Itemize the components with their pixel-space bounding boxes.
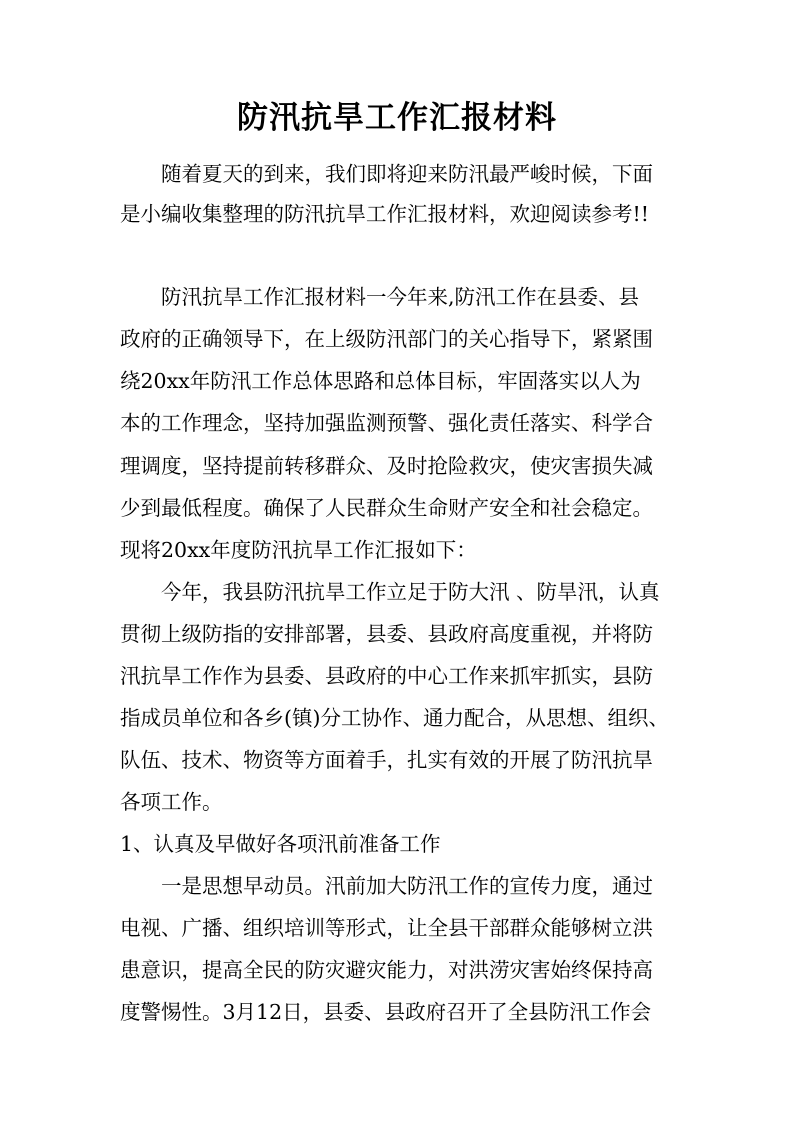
paragraph-line: 今年，我县防汛抗旱工作立足于防大汛 、防旱汛，认真	[120, 580, 660, 604]
paragraph-line: 理调度，坚持提前转移群众、及时抢险救灾，使灾害损失减	[120, 454, 653, 478]
paragraph-line: 电视、广播、组织培训等形式，让全县干部群众能够树立洪	[120, 916, 653, 940]
paragraph-line: 防汛抗旱工作汇报材料一今年来,防汛工作在县委、县	[120, 285, 640, 309]
paragraph-line: 现将20xx年度防汛抗旱工作汇报如下：	[120, 538, 477, 562]
paragraph-line: 政府的正确领导下，在上级防汛部门的关心指导下，紧紧围	[120, 327, 653, 351]
section-heading: 1、认真及早做好各项汛前准备工作	[120, 832, 441, 856]
paragraph-line: 指成员单位和各乡(镇)分工协作、通力配合，从思想、组织、	[120, 706, 669, 730]
document-title: 防汛抗旱工作汇报材料	[237, 100, 557, 136]
paragraph-line: 是小编收集整理的防汛抗旱工作汇报材料，欢迎阅读参考!!	[120, 202, 649, 226]
paragraph-line: 随着夏天的到来，我们即将迎来防汛最严峻时候，下面	[120, 162, 653, 186]
paragraph-line: 汛抗旱工作作为县委、县政府的中心工作来抓牢抓实，县防	[120, 664, 653, 688]
paragraph-line: 患意识，提高全民的防灾避灾能力，对洪涝灾害始终保持高	[120, 958, 653, 982]
paragraph-line: 一是思想早动员。汛前加大防汛工作的宣传力度，通过	[120, 874, 653, 898]
paragraph-line: 绕20xx年防汛工作总体思路和总体目标，牢固落实以人为	[120, 369, 641, 393]
paragraph-line: 本的工作理念，坚持加强监测预警、强化责任落实、科学合	[120, 411, 653, 435]
paragraph-line: 各项工作。	[120, 790, 223, 814]
paragraph-line: 少到最低程度。确保了人民群众生命财产安全和社会稳定。	[120, 496, 653, 520]
paragraph-line: 贯彻上级防指的安排部署，县委、县政府高度重视，并将防	[120, 622, 653, 646]
paragraph-line: 度警惕性。3月12日，县委、县政府召开了全县防汛工作会	[120, 1000, 652, 1024]
paragraph-line: 队伍、技术、物资等方面着手，扎实有效的开展了防汛抗旱	[120, 748, 653, 772]
